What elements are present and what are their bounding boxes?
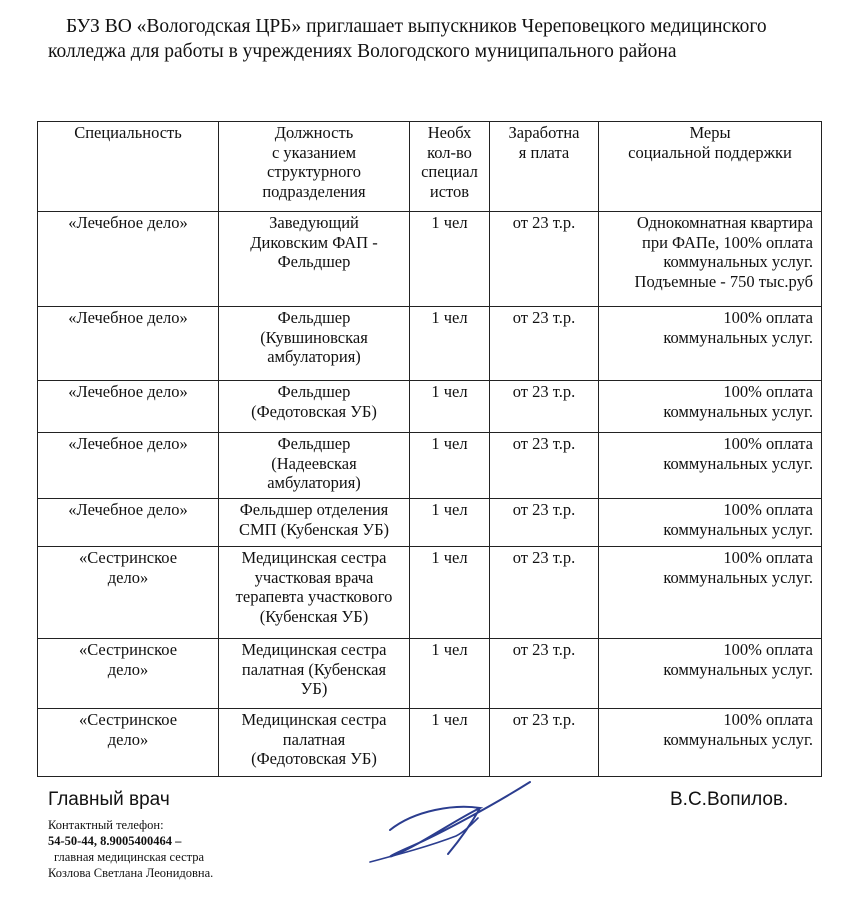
specialty-cell bbox=[38, 639, 219, 709]
contact-label: Контактный телефон: bbox=[48, 818, 164, 832]
cell-line: участковая врача bbox=[254, 567, 374, 587]
table-row bbox=[38, 499, 822, 547]
cell-line: палатная bbox=[282, 729, 346, 749]
contact-block bbox=[48, 817, 213, 881]
cell-line: (Федотовская УБ) bbox=[251, 401, 377, 421]
position-cell bbox=[219, 381, 410, 433]
cell-line: дело» bbox=[107, 567, 149, 587]
cell-line: кол-во bbox=[427, 142, 472, 162]
cell-line: терапевта участкового bbox=[235, 587, 393, 606]
cell-line: Фельдшер отделения bbox=[239, 500, 389, 519]
cell-line: амбулатория) bbox=[267, 473, 361, 492]
cell-line: коммунальных услуг. bbox=[663, 729, 813, 749]
cell-line: Диковским ФАП - bbox=[250, 232, 378, 252]
cell-line: с указанием bbox=[271, 142, 357, 162]
salary-cell: от 23 т.р. bbox=[490, 212, 599, 307]
specialty-cell bbox=[38, 709, 219, 777]
cell-line: амбулатория) bbox=[267, 347, 361, 366]
support-cell bbox=[599, 547, 822, 639]
specialty-cell bbox=[38, 212, 219, 307]
cell-line: «Лечебное дело» bbox=[68, 382, 188, 401]
cell-line: Подъемные - 750 тыс.руб bbox=[634, 271, 813, 291]
position-cell bbox=[219, 499, 410, 547]
cell-line: 100% оплата bbox=[723, 434, 813, 453]
table-row bbox=[38, 433, 822, 499]
cell-line: «Сестринское bbox=[78, 640, 178, 659]
count-cell: 1 чел bbox=[410, 709, 490, 777]
cell-line: при ФАПе, 100% оплата bbox=[641, 232, 813, 252]
cell-line: «Сестринское bbox=[78, 710, 178, 729]
cell-line: Фельдшер bbox=[277, 382, 351, 401]
support-cell bbox=[599, 639, 822, 709]
header-salary bbox=[490, 122, 599, 212]
contact-phones: 54-50-44, 8.9005400464 – bbox=[48, 834, 182, 848]
count-cell: 1 чел bbox=[410, 547, 490, 639]
table-row bbox=[38, 307, 822, 381]
header-support bbox=[599, 122, 822, 212]
cell-line: «Лечебное дело» bbox=[68, 308, 188, 327]
cell-line: коммунальных услуг. bbox=[663, 519, 813, 539]
cell-line: истов bbox=[429, 181, 470, 201]
cell-line: коммунальных услуг. bbox=[663, 567, 813, 587]
cell-line: палатная (Кубенская bbox=[241, 659, 387, 679]
cell-line: Фельдшер bbox=[277, 434, 351, 453]
cell-line: УБ) bbox=[300, 679, 328, 698]
specialty-cell bbox=[38, 547, 219, 639]
salary-cell: от 23 т.р. bbox=[490, 709, 599, 777]
specialty-cell bbox=[38, 381, 219, 433]
count-cell: 1 чел bbox=[410, 307, 490, 381]
cell-line: Медицинская сестра bbox=[241, 548, 387, 567]
cell-line: 100% оплата bbox=[723, 710, 813, 729]
position-cell bbox=[219, 709, 410, 777]
cell-line: Заведующий bbox=[269, 213, 359, 232]
support-cell bbox=[599, 709, 822, 777]
document-heading bbox=[48, 14, 828, 64]
cell-line: коммунальных услуг. bbox=[663, 252, 813, 271]
cell-line: коммунальных услуг. bbox=[663, 659, 813, 679]
cell-line: структурного bbox=[267, 162, 361, 181]
vacancy-table bbox=[37, 121, 822, 777]
cell-line: 100% оплата bbox=[723, 500, 813, 519]
salary-cell: от 23 т.р. bbox=[490, 381, 599, 433]
cell-line: социальной поддержки bbox=[628, 142, 792, 162]
table-row bbox=[38, 639, 822, 709]
salary-cell: от 23 т.р. bbox=[490, 547, 599, 639]
cell-line: коммунальных услуг. bbox=[663, 327, 813, 347]
cell-line: коммунальных услуг. bbox=[663, 453, 813, 473]
handwritten-signature-icon bbox=[360, 774, 540, 874]
cell-line: дело» bbox=[107, 659, 149, 679]
cell-line: (Федотовская УБ) bbox=[251, 749, 377, 768]
specialty-cell bbox=[38, 499, 219, 547]
cell-line: (Надеевская bbox=[271, 453, 357, 473]
cell-line: Фельдшер bbox=[277, 308, 351, 327]
count-cell: 1 чел bbox=[410, 212, 490, 307]
header-count bbox=[410, 122, 490, 212]
cell-line: дело» bbox=[107, 729, 149, 749]
cell-line: подразделения bbox=[262, 181, 366, 201]
cell-line: Должность bbox=[274, 123, 354, 142]
heading-text: БУЗ ВО «Вологодская ЦРБ» приглашает выпускников Череповецкого медицинского колледжа для работы в учреждениях Вологодского муниципального района bbox=[48, 16, 767, 62]
cell-line: Медицинская сестра bbox=[241, 640, 387, 659]
position-cell bbox=[219, 639, 410, 709]
cell-line: «Лечебное дело» bbox=[68, 434, 188, 453]
specialty-cell bbox=[38, 307, 219, 381]
count-cell: 1 чел bbox=[410, 639, 490, 709]
cell-line: «Сестринское bbox=[78, 548, 178, 567]
support-cell bbox=[599, 433, 822, 499]
salary-cell: от 23 т.р. bbox=[490, 433, 599, 499]
position-cell bbox=[219, 212, 410, 307]
cell-line: «Лечебное дело» bbox=[68, 213, 188, 232]
support-cell bbox=[599, 381, 822, 433]
cell-line: 100% оплата bbox=[723, 640, 813, 659]
table-header-row bbox=[38, 122, 822, 212]
table-row bbox=[38, 547, 822, 639]
specialty-cell bbox=[38, 433, 219, 499]
cell-line: Заработна bbox=[508, 123, 580, 142]
cell-line: Специальность bbox=[74, 123, 182, 142]
table-row bbox=[38, 709, 822, 777]
cell-line: Меры bbox=[689, 123, 731, 142]
table-row bbox=[38, 212, 822, 307]
count-cell: 1 чел bbox=[410, 433, 490, 499]
cell-line: СМП (Кубенская УБ) bbox=[238, 519, 390, 539]
count-cell: 1 чел bbox=[410, 381, 490, 433]
cell-line: специал bbox=[421, 162, 478, 181]
table-row bbox=[38, 381, 822, 433]
position-cell bbox=[219, 547, 410, 639]
cell-line: я плата bbox=[518, 142, 570, 162]
chief-title: Главный врач bbox=[48, 789, 170, 810]
count-cell: 1 чел bbox=[410, 499, 490, 547]
header-specialty bbox=[38, 122, 219, 212]
support-cell bbox=[599, 307, 822, 381]
support-cell bbox=[599, 212, 822, 307]
signer-name: В.С.Вопилов. bbox=[670, 789, 789, 810]
footer-contacts bbox=[48, 789, 213, 881]
salary-cell: от 23 т.р. bbox=[490, 499, 599, 547]
cell-line: 100% оплата bbox=[723, 308, 813, 327]
cell-line: Фельдшер bbox=[277, 252, 351, 271]
cell-line: 100% оплата bbox=[723, 382, 813, 401]
cell-line: «Лечебное дело» bbox=[68, 500, 188, 519]
cell-line: (Кувшиновская bbox=[260, 327, 368, 347]
cell-line: Однокомнатная квартира bbox=[636, 213, 813, 232]
cell-line: 100% оплата bbox=[723, 548, 813, 567]
position-cell bbox=[219, 307, 410, 381]
salary-cell: от 23 т.р. bbox=[490, 307, 599, 381]
contact-name: Козлова Светлана Леонидовна. bbox=[48, 866, 214, 880]
salary-cell: от 23 т.р. bbox=[490, 639, 599, 709]
position-cell bbox=[219, 433, 410, 499]
contact-role: главная медицинская сестра bbox=[54, 850, 205, 864]
cell-line: Медицинская сестра bbox=[241, 710, 387, 729]
header-position bbox=[219, 122, 410, 212]
cell-line: Необх bbox=[427, 123, 472, 142]
support-cell bbox=[599, 499, 822, 547]
cell-line: (Кубенская УБ) bbox=[259, 606, 369, 626]
cell-line: коммунальных услуг. bbox=[663, 401, 813, 421]
